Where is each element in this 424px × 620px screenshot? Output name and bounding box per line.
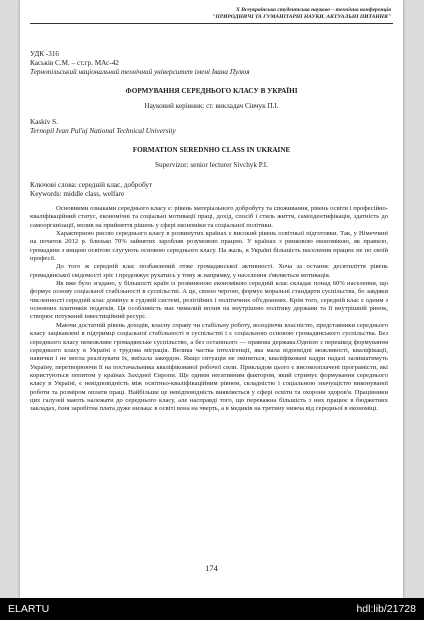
conference-header-line-2: "ПРИРОДНИЧІ ТА ГУМАНІТАРНІ НАУКИ. АКТУАЛЬНІ ПИТАННЯ": [212, 14, 391, 20]
paragraph: Характерною рисою середнього класу в розвинутих країнах є високий рівень освітньої підготовки. Так, у Німеччині на початок 2012 р. близько 70% зайнятих заробляв розумовою працею. У країнах з ринковою економікою, як правило, громадяни з вищою освітою слугують основою середнього класу. На жаль, в Україні більшість населення працює не по своїй професії.: [30, 230, 388, 263]
author-en: Kaskiv S.: [30, 118, 58, 126]
supervisor-en: Supervizor: senior lecturer Sivchyk P.I.: [155, 161, 268, 169]
repository-footer-bar: [0, 598, 424, 620]
keywords-en: Keywords: middle class, welfare: [30, 190, 125, 198]
affiliation-en: Ternopil Ivan Pul'uj National Technical University: [30, 127, 176, 135]
supervisor-ua: Науковий керівник: ст. викладач Сівчук П.І.: [144, 102, 279, 110]
author-ua: Каськів С.М. – ст.гр. МАс-42: [30, 59, 119, 67]
paragraph: До того ж середній клас позбавлений отже громадянської активності. Хоча за останнє десятиліття рівень громадянської свідомості зріс і продовжує рухатись у тому ж напрямку, у населення з'являється мотивація.: [30, 263, 388, 279]
conference-header-line-1: X Всеукраїнська студентська науково – технічна конференція: [236, 7, 391, 13]
header-rule: [30, 23, 393, 24]
affiliation-ua: Тернопільський національний технічний університет імені Івана Пулюя: [30, 68, 250, 76]
article-body: [30, 205, 388, 414]
paragraph: Маючи достатній рівень доходів, власну справу чи стабільну роботу, володіючи власністю, представники середнього класу зацікавлені в підтримці соціальної стабільності в суспільстві і є соціальною основою громадянського суспільства. Без середнього класу неможливе громадянське суспільство, а без останнього — правова держава.Однією з перешкод формування середнього класу в Україні є трудова міграція. Велика частка інтелігенції, яка мала відповідні можливості, кваліфікації, навички і не могла реалізувати їх, виїхала закордон. Якщо ситуація не зміниться, кваліфіковані кадри надалі залишатимуть Україну, перетворюючи її на постачальника кваліфікованої робочої сили. Прикладом цього є високооплачені програмісти, які користуються попитом у країнах Західної Європи. Ще одним негативним фактором, який стримує формування середнього класу в Україні, є невідповідність між освітньо-кваліфікаційним рівнем, складністю і соціальною значущістю виконуваної роботи та розміром оплати праці. Найбільше це невідповідність виявляється у сфері освіти та охорони здоров'я. Працівники цих галузей мають належати до середнього класу, але насправді того, що переважна більшість з них працює в бюджетних закладах, їхня заробітна плата дуже низька: в освіті вона на чверть, а в медиків на третину нижча від середньої в економіці.: [30, 321, 388, 413]
title-en: FORMATION SEREDNHO CLASS IN UKRAINE: [132, 146, 291, 154]
udc-code: УДК -316: [30, 50, 60, 58]
paragraph: Основними ознаками середнього класу є: рівень матеріального добробуту та споживання, рівень освіти і професійно-кваліфікаційний статус, економічні та соціальні мотивації праці, дохід, спосіб і стиль життя, самоідентифікація, здатність до самоорганізації, вплив на прийняття рішень у сфері економіки та соціальної політики.: [30, 205, 388, 229]
keywords-ua: Ключові слова: середній клас, добробут: [30, 181, 153, 189]
footer-handle: hdl:lib/21728: [356, 603, 416, 615]
paragraph: Як вже було згадано, у більшості країн із розвиненою економікою середній клас складає понад 60% населення, що формує основу соціальної стабільності в суспільстві. А це, своєю чергою, формує моральні стандарти суспільства, бо завдяки численності середній клас домінує в судовій системі, релігійних і політичних об'єднаннях. Крім того, середній клас є одним з основних платників податків. Ця особливість має чималий вплив на внутрішню політику держави та її внутрішній ринок, створює потужний інвестиційний ресурс.: [30, 280, 388, 321]
page-number: 174: [205, 563, 218, 573]
title-ua: ФОРМУВАННЯ СЕРЕДНЬОГО КЛАСУ В УКРАЇНІ: [125, 87, 298, 95]
footer-left-label: ELARTU: [8, 603, 50, 615]
document-page: [20, 0, 403, 598]
